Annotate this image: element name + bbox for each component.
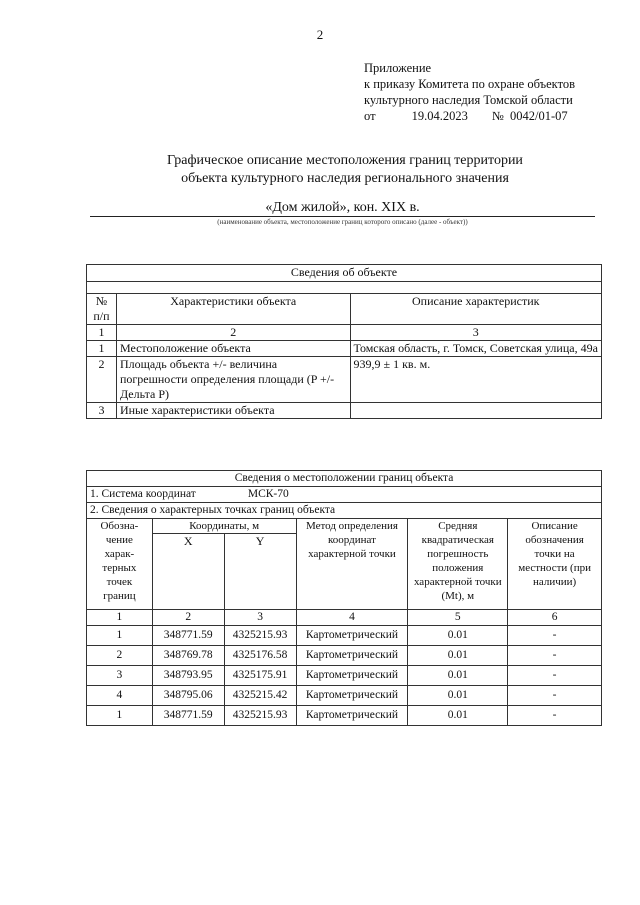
table1-row2-description: 939,9 ± 1 кв. м. <box>350 357 601 403</box>
point-error: 0.01 <box>408 706 508 726</box>
table1-row3-description <box>350 403 601 419</box>
table1-row1-characteristic: Местоположение объекта <box>116 341 350 357</box>
point-y: 4325215.42 <box>224 686 296 706</box>
point-y: 4325215.93 <box>224 626 296 646</box>
table2-header-error: Средняя квадратическая погрешность положения характерной точки (Mt), м <box>408 519 508 610</box>
table1-row2-characteristic: Площадь объекта +/- величина погрешности определения площади (P +/- Дельта P) <box>116 357 350 403</box>
point-error: 0.01 <box>408 666 508 686</box>
point-error: 0.01 <box>408 686 508 706</box>
table-row <box>87 646 602 666</box>
table1-row2-num: 2 <box>87 357 117 403</box>
appendix-number-sign: № <box>491 109 504 123</box>
point-method: Картометрический <box>296 626 408 646</box>
point-x: 348771.59 <box>152 706 224 726</box>
table2-section2-label: 2. Сведения о характерных точках границ объекта <box>87 503 602 519</box>
table2-numbering-4: 4 <box>296 610 408 626</box>
table1-numbering-3: 3 <box>350 325 601 341</box>
point-method: Картометрический <box>296 686 408 706</box>
table1-header-characteristic: Характеристики объекта <box>116 294 350 325</box>
point-method: Картометрический <box>296 646 408 666</box>
coord-system-value: МСК-70 <box>247 488 289 500</box>
point-id: 1 <box>87 706 153 726</box>
point-y: 4325175.91 <box>224 666 296 686</box>
table1-row1-description: Томская область, г. Томск, Советская улица, 49а <box>350 341 601 357</box>
object-name: «Дом жилой», кон. XIX в. <box>265 200 420 215</box>
point-error: 0.01 <box>408 646 508 666</box>
table2-numbering-6: 6 <box>508 610 602 626</box>
table2-coord-system <box>87 487 602 503</box>
point-desc: - <box>508 686 602 706</box>
table-row <box>87 341 602 357</box>
point-error: 0.01 <box>408 626 508 646</box>
table1-header-description: Описание характеристик <box>350 294 601 325</box>
point-id: 3 <box>87 666 153 686</box>
object-note: (наименование объекта, местоположение границ которого описано (далее - объект)) <box>217 218 468 226</box>
table1-spacer <box>87 282 602 294</box>
point-x: 348795.06 <box>152 686 224 706</box>
appendix-line-date <box>364 108 614 124</box>
table-row <box>87 357 602 403</box>
table2-numbering-2: 2 <box>152 610 224 626</box>
table2-header-x: X <box>152 534 224 610</box>
appendix-date: 19.04.2023 <box>411 109 468 123</box>
table2-numbering-1: 1 <box>87 610 153 626</box>
object-name-underline <box>90 216 595 217</box>
point-id: 4 <box>87 686 153 706</box>
page-number: 2 <box>316 27 324 42</box>
table2-header-coordinates: Координаты, м <box>152 519 296 534</box>
table-row <box>87 706 602 726</box>
table-row <box>87 403 602 419</box>
point-x: 348769.78 <box>152 646 224 666</box>
table2-header-method: Метод определения координат характерной точки <box>296 519 408 610</box>
table1-numbering-2: 2 <box>116 325 350 341</box>
point-desc: - <box>508 646 602 666</box>
point-id: 2 <box>87 646 153 666</box>
table2-numbering-5: 5 <box>408 610 508 626</box>
table1-caption: Сведения об объекте <box>87 265 602 282</box>
table1-row3-characteristic: Иные характеристики объекта <box>116 403 350 419</box>
point-x: 348771.59 <box>152 626 224 646</box>
appendix-line-1: Приложение <box>364 61 432 75</box>
coord-system-label: 1. Система координат <box>90 488 196 500</box>
appendix-number: 0042/01-07 <box>510 109 568 123</box>
title-line-1: Графическое описание местоположения границ территории <box>167 153 523 168</box>
point-desc: - <box>508 706 602 726</box>
object-info-table <box>86 264 602 419</box>
point-method: Картометрический <box>296 666 408 686</box>
title-line-2: объекта культурного наследия регионального значения <box>181 171 509 186</box>
document-title <box>0 152 640 188</box>
table1-row1-num: 1 <box>87 341 117 357</box>
boundary-points-table <box>86 470 602 726</box>
point-desc: - <box>508 626 602 646</box>
point-id: 1 <box>87 626 153 646</box>
table2-header-description: Описание обозначения точки на местности (при наличии) <box>508 519 602 610</box>
appendix-from-label: от <box>364 109 376 123</box>
table2-caption: Сведения о местоположении границ объекта <box>87 471 602 487</box>
appendix-line-3: культурного наследия Томской области <box>364 93 573 107</box>
point-desc: - <box>508 666 602 686</box>
point-y: 4325176.58 <box>224 646 296 666</box>
table-row <box>87 626 602 646</box>
appendix-block <box>364 60 614 124</box>
table-row <box>87 666 602 686</box>
appendix-line-2: к приказу Комитета по охране объектов <box>364 77 576 91</box>
table-row <box>87 686 602 706</box>
point-y: 4325215.93 <box>224 706 296 726</box>
point-x: 348793.95 <box>152 666 224 686</box>
table2-header-y: Y <box>224 534 296 610</box>
table1-header-num: № п/п <box>87 294 117 325</box>
table2-numbering-3: 3 <box>224 610 296 626</box>
table1-row3-num: 3 <box>87 403 117 419</box>
table1-numbering-1: 1 <box>87 325 117 341</box>
point-method: Картометрический <box>296 706 408 726</box>
table2-header-designation: Обозна-чение харак-терных точек границ <box>87 519 153 610</box>
